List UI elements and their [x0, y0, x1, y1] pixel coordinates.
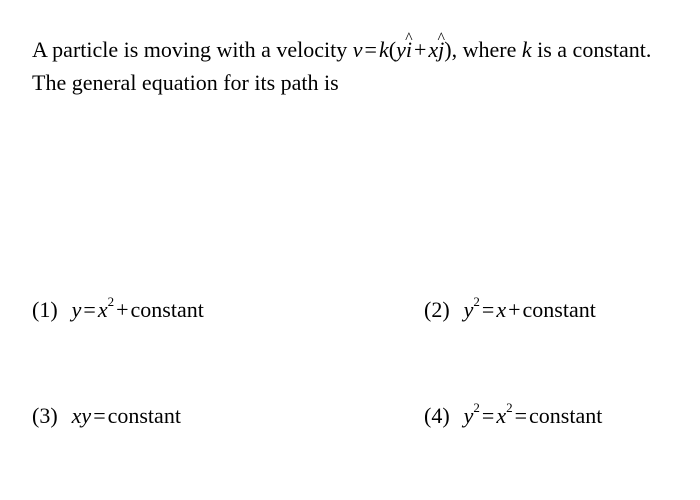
option-4-number: (4) — [424, 403, 450, 428]
option-1-y: y — [71, 297, 82, 322]
option-2-constant: constant — [522, 297, 596, 322]
option-3-number: (3) — [32, 403, 58, 428]
question-prefix: A particle is moving with a velocity — [32, 37, 348, 62]
option-1[interactable] — [32, 294, 204, 323]
velocity-k: k — [378, 37, 389, 62]
k-variable: k — [521, 37, 532, 62]
question-paragraph — [32, 33, 672, 99]
option-2-equals: = — [481, 297, 495, 322]
i-hat-unit-vector: i ^ — [406, 33, 412, 66]
question-suffix: is a constant. The general equation for its path is — [32, 37, 652, 95]
option-2-x: x — [496, 297, 507, 322]
option-2-y: y — [463, 297, 474, 322]
option-4-exponent-1: 2 — [473, 400, 480, 415]
velocity-open-paren: ( — [388, 37, 397, 62]
option-1-x: x — [97, 297, 108, 322]
velocity-plus: + — [413, 37, 427, 62]
velocity-symbol: v — [352, 37, 363, 62]
question-middle: , where — [451, 37, 517, 62]
option-3-constant: constant — [107, 403, 181, 428]
option-1-exponent: 2 — [107, 294, 115, 309]
option-2[interactable] — [424, 294, 596, 323]
option-2-plus: + — [508, 297, 521, 322]
option-4-equals-1: = — [481, 403, 495, 428]
velocity-equals: = — [364, 37, 377, 62]
option-4-x: x — [496, 403, 507, 428]
option-1-number: (1) — [32, 297, 58, 322]
option-4-y: y — [463, 403, 474, 428]
option-4-exponent-2: 2 — [506, 400, 513, 415]
velocity-expression — [353, 37, 452, 62]
option-3[interactable] — [32, 403, 181, 429]
option-3-xy: xy — [71, 403, 92, 428]
j-hat-unit-vector: j ^ — [438, 33, 444, 66]
question-text — [32, 33, 672, 99]
option-1-constant: constant — [130, 297, 204, 322]
option-2-exponent: 2 — [473, 294, 480, 309]
velocity-y: y — [396, 37, 406, 62]
option-1-equals: = — [83, 297, 96, 322]
velocity-close-paren: ) — [444, 37, 452, 62]
option-1-plus: + — [116, 297, 129, 322]
option-4[interactable] — [424, 400, 603, 429]
option-4-constant: constant — [529, 403, 603, 428]
option-2-number: (2) — [424, 297, 450, 322]
option-3-equals: = — [93, 403, 106, 428]
option-4-equals-2: = — [514, 403, 528, 428]
velocity-x: x — [428, 37, 439, 62]
